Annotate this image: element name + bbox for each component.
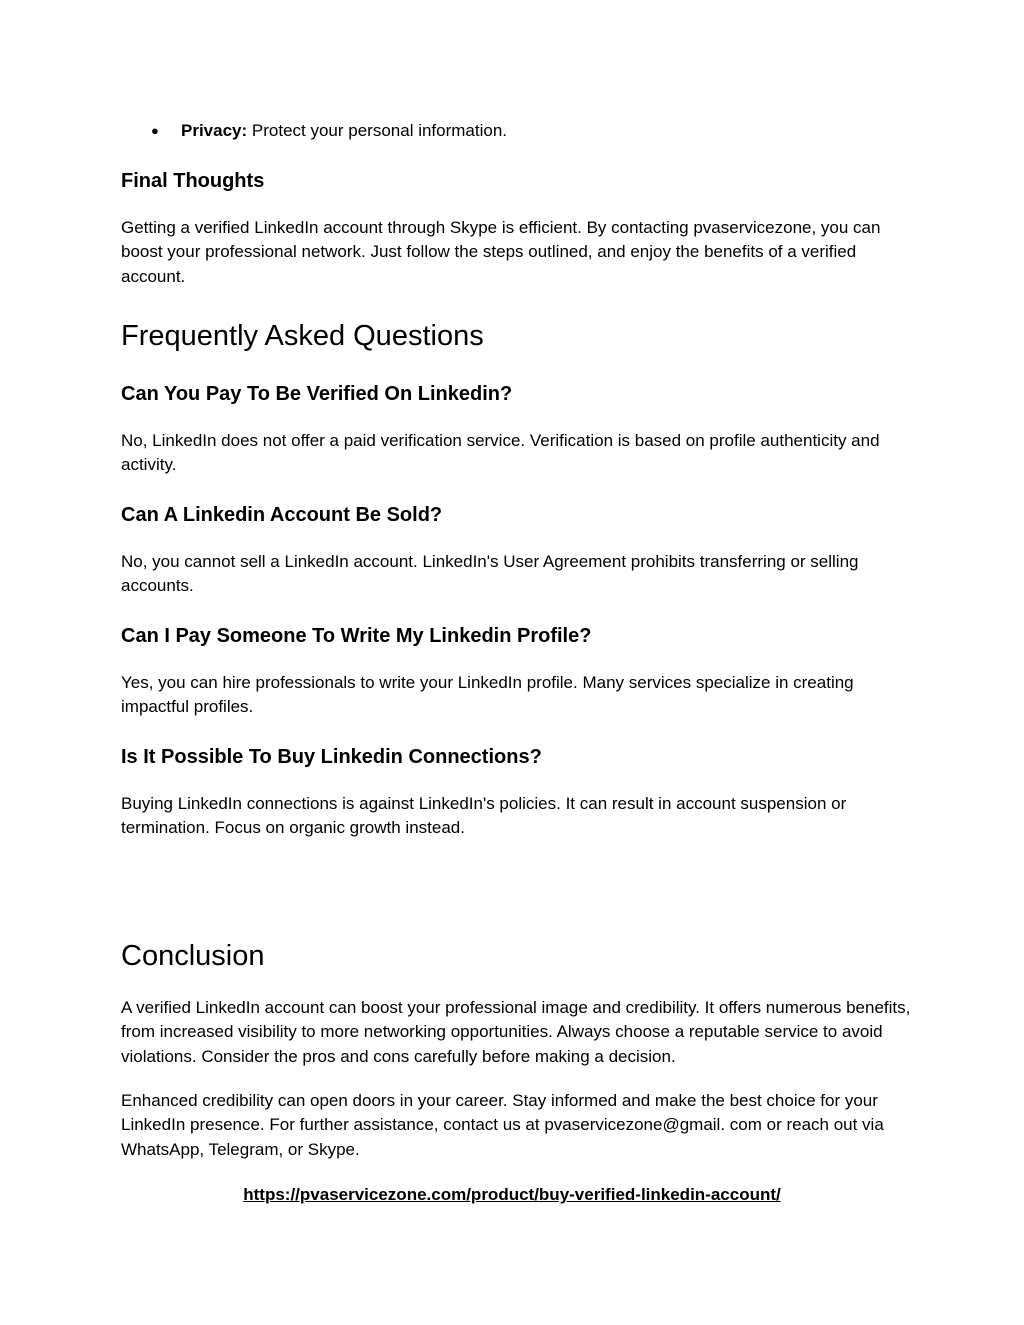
- product-link-line: [0, 1183, 1024, 1207]
- bullet-label: Privacy:: [181, 121, 248, 140]
- faq-question: Is It Possible To Buy Linkedin Connections?: [121, 746, 542, 768]
- bullet-icon: ●: [151, 123, 159, 138]
- final-thoughts-heading: Final Thoughts: [121, 170, 265, 192]
- bullet-text: Protect your personal information.: [247, 121, 508, 140]
- final-thoughts-paragraph: Getting a verified LinkedIn account through Skype is efficient. By contacting pvaservicezone, you can boost your professional network. Just follow the steps outlined, and enjoy the benefits of a verified account.: [121, 218, 881, 286]
- conclusion-paragraph-1: A verified LinkedIn account can boost your professional image and credibility. It offers numerous benefits, from increased visibility to more networking opportunities. Always choose a reputable service to avoid violations. Consider the pros and cons carefully before making a decision.: [121, 998, 911, 1066]
- faq-question: Can You Pay To Be Verified On Linkedin?: [121, 383, 513, 405]
- faq-question: Can A Linkedin Account Be Sold?: [121, 504, 443, 526]
- product-link[interactable]: https://pvaservicezone.com/product/buy-verified-linkedin-account/: [243, 1185, 781, 1204]
- faq-heading: Frequently Asked Questions: [121, 320, 484, 352]
- privacy-bullet-item: [151, 119, 507, 143]
- faq-answer: Yes, you can hire professionals to write your LinkedIn profile. Many services specialize in creating impactful profiles.: [121, 673, 854, 717]
- conclusion-paragraph-2: Enhanced credibility can open doors in your career. Stay informed and make the best choice for your LinkedIn presence. For further assistance, contact us at pvaservicezone@gmail. com or reach out via WhatsApp, Telegram, or Skype.: [121, 1091, 884, 1159]
- faq-answer: Buying LinkedIn connections is against LinkedIn's policies. It can result in account suspension or termination. Focus on organic growth instead.: [121, 794, 847, 838]
- faq-answer: No, LinkedIn does not offer a paid verification service. Verification is based on profile authenticity and activity.: [121, 431, 880, 475]
- faq-answer: No, you cannot sell a LinkedIn account. LinkedIn's User Agreement prohibits transferring or selling accounts.: [121, 552, 859, 596]
- conclusion-heading: Conclusion: [121, 940, 265, 972]
- faq-question: Can I Pay Someone To Write My Linkedin Profile?: [121, 625, 592, 647]
